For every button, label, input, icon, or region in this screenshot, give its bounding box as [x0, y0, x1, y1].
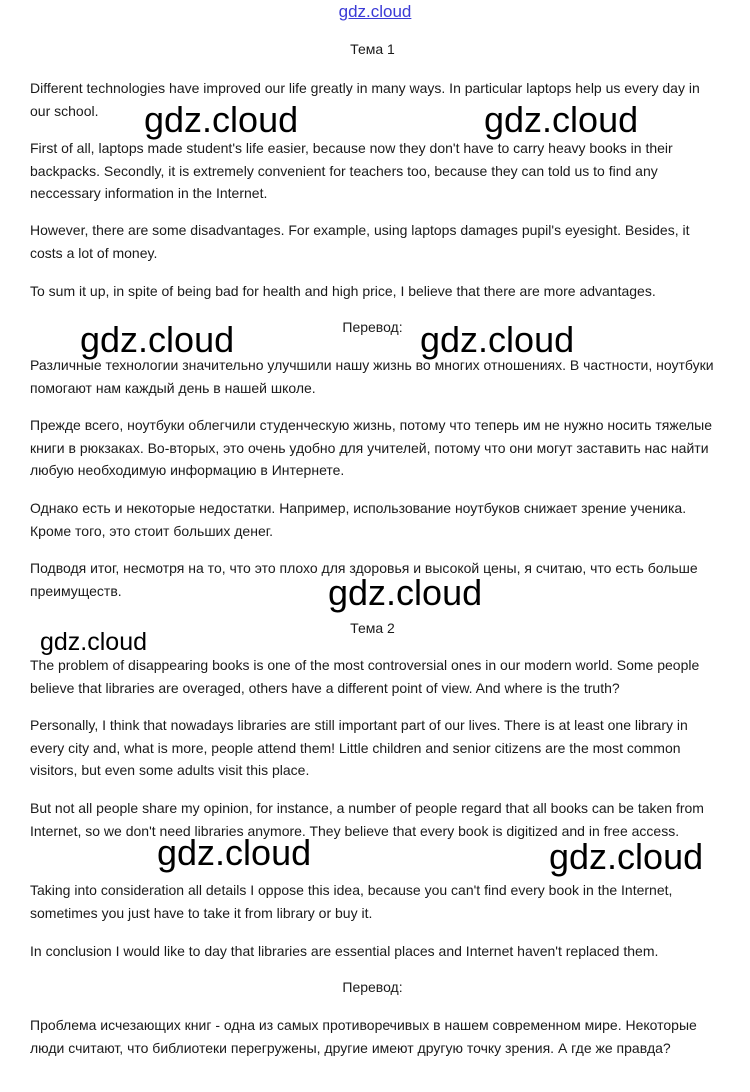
topic2-translation-1: Проблема исчезающих книг - одна из самых противоречивых в нашем современном мире. Некоторые люди считают, что библиотеки перегружены, другие имеют другую точку зрения. А где же правда?: [30, 1017, 697, 1056]
watermark: gdz.cloud: [80, 319, 235, 360]
topic2-paragraph-2: Personally, I think that nowadays libraries are still important part of our lives. There is at least one library in every city and, what is more, people attend them! Little children and senior citizens are the most common visitors, but even some adults visit this place.: [30, 717, 688, 778]
watermark: gdz.cloud: [420, 319, 575, 360]
watermark: gdz.cloud: [40, 628, 148, 656]
topic2-translation-title: Перевод:: [342, 979, 403, 995]
topic1-paragraph-2: First of all, laptops made student's life easier, because now they don't have to carry heavy books in their backpacks. Secondly, it is extremely convenient for teachers too, because they can told us to find any neccessary information in the Internet.: [30, 140, 673, 201]
watermark: gdz.cloud: [157, 832, 312, 873]
watermark: gdz.cloud: [144, 99, 299, 140]
topic2-paragraph-1: The problem of disappearing books is one of the most controversial ones in our modern world. Some people believe that libraries are overaged, others have a different point of view. And where is the truth?: [30, 657, 700, 696]
topic1-title: Тема 1: [350, 41, 395, 57]
watermark: gdz.cloud: [328, 572, 483, 613]
topic2-paragraph-5: In conclusion I would like to day that libraries are essential places and Internet haven't replaced them.: [30, 943, 659, 959]
topic2-paragraph-4: Taking into consideration all details I oppose this idea, because you can't find every book in the Internet, sometimes you just have to take it from library or buy it.: [30, 882, 673, 921]
watermark: gdz.cloud: [549, 836, 704, 877]
topic1-translation-4: Подводя итог, несмотря на то, что это плохо для здоровья и высокой цены, я считаю, что есть больше преимуществ.: [30, 560, 698, 599]
topic1-paragraph-3: However, there are some disadvantages. For example, using laptops damages pupil's eyesight. Besides, it costs a lot of money.: [30, 222, 690, 261]
topic2-title: Тема 2: [350, 620, 395, 636]
topic1-translation-3: Однако есть и некоторые недостатки. Например, использование ноутбуков снижает зрение ученика. Кроме того, это стоит больших денег.: [30, 500, 687, 539]
topic1-paragraph-1: Different technologies have improved our life greatly in many ways. In particular laptops help us every day in our school.: [30, 80, 700, 119]
topic1-translation-2: Прежде всего, ноутбуки облегчили студенческую жизнь, потому что теперь им не нужно носить тяжелые книги в рюкзаках. Во-вторых, это очень удобно для учителей, потому что они могут заставить нас найти любую необходимую информацию в Интернете.: [30, 417, 713, 478]
watermark: gdz.cloud: [484, 99, 639, 140]
topic1-translation-1: Различные технологии значительно улучшили нашу жизнь во многих отношениях. В частности, ноутбуки помогают нам каждый день в нашей школе.: [30, 357, 714, 396]
source-link[interactable]: gdz.cloud: [338, 2, 412, 21]
topic1-paragraph-4: To sum it up, in spite of being bad for health and high price, I believe that there are more advantages.: [30, 283, 656, 299]
topic2-paragraph-3: But not all people share my opinion, for instance, a number of people regard that all books can be taken from Internet, so we don't need libraries anymore. They believe that every book is digitized and in free access.: [30, 800, 704, 839]
topic1-translation-title: Перевод:: [342, 319, 403, 335]
